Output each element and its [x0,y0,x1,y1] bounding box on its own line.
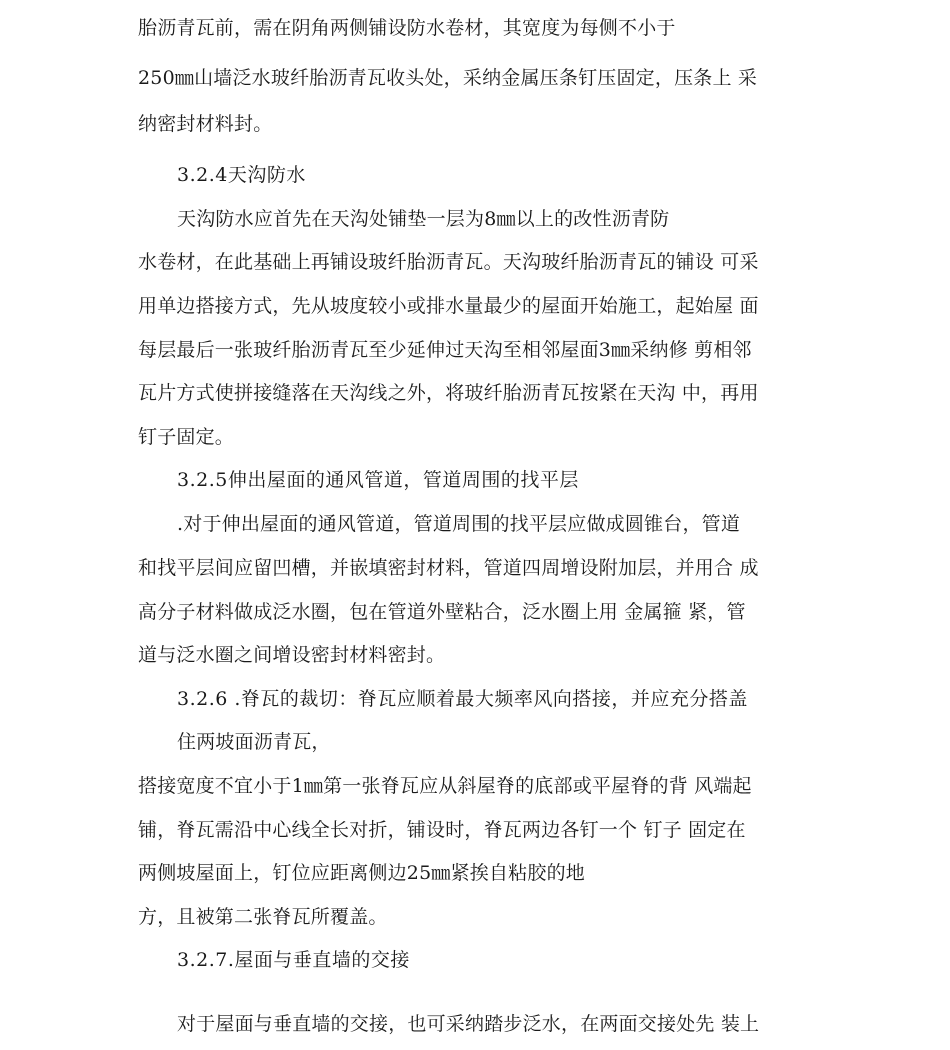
text-line: 用单边搭接方式，先从坡度较小或排水量最少的屋面开始施工，起始屋 面 [138,295,759,317]
text-line: 道与泛水圈之间增设密封材料密封。 [138,644,446,666]
text-line: .对于伸出屋面的通风管道，管道周围的找平层应做成圆锥台，管道 [177,513,741,535]
text-line: 和找平层间应留凹槽，并嵌填密封材料，管道四周增设附加层，并用合 成 [138,557,759,579]
text-line: 住两坡面沥青瓦， [177,731,331,753]
text-line: 铺，脊瓦需沿中心线全长对折，铺设时，脊瓦两边各钉一个 钉子 固定在 [138,819,746,841]
text-line: 钉子固定。 [138,426,235,448]
section-heading-3-2-6: 3.2.6 .脊瓦的裁切：脊瓦应顺着最大频率风向搭接，并应充分搭盖 [177,688,748,710]
text-line: 水卷材，在此基础上再铺设玻纤胎沥青瓦。天沟玻纤胎沥青瓦的铺设 可采 [138,251,759,273]
text-line: 天沟防水应首先在天沟处铺垫一层为8㎜以上的改性沥青防 [177,208,670,230]
text-line: 两侧坡屋面上，钉位应距离侧边25㎜紧挨自粘胶的地 [138,862,585,884]
text-line: 瓦片方式使拼接缝落在天沟线之外，将玻纤胎沥青瓦按紧在天沟 中，再用 [138,382,759,404]
text-line: 对于屋面与垂直墙的交接，也可采纳踏步泛水，在两面交接处先 装上 [177,1013,760,1035]
text-line: 每层最后一张玻纤胎沥青瓦至少延伸过天沟至相邻屋面3㎜采纳修 剪相邻 [138,339,752,361]
text-line: 高分子材料做成泛水圈，包在管道外壁粘合，泛水圈上用 金属箍 紧，管 [138,601,746,623]
text-line: 搭接宽度不宜小于1㎜第一张脊瓦应从斜屋脊的底部或平屋脊的背 风端起 [138,775,752,797]
section-heading-3-2-4: 3.2.4天沟防水 [177,164,306,186]
text-line: 纳密封材料封。 [138,113,273,135]
text-line: 方，且被第二张脊瓦所覆盖。 [138,906,388,928]
text-line: 胎沥青瓦前，需在阴角两侧铺设防水卷材，其宽度为每侧不小于 [138,17,676,39]
text-line: 250㎜山墙泛水玻纤胎沥青瓦收头处，采纳金属压条钉压固定，压条上 采 [138,67,758,89]
section-heading-3-2-5: 3.2.5伸出屋面的通风管道，管道周围的找平层 [177,469,579,491]
section-heading-3-2-7: 3.2.7.屋面与垂直墙的交接 [177,949,410,971]
